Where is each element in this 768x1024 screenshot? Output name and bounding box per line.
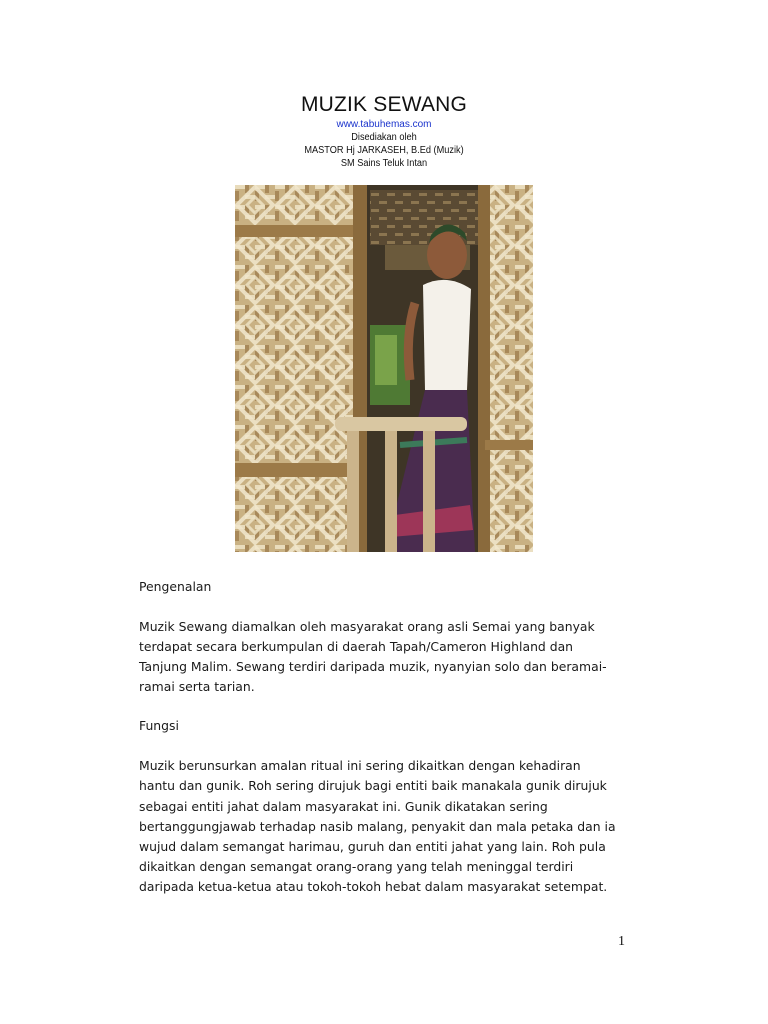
text-line: Muzik berunsurkan amalan ritual ini sering dikaitkan dengan kehadiran (139, 758, 581, 774)
text-line: wujud dalam semangat harimau, guruh dan entiti jahat yang lain. Roh pula (139, 838, 606, 854)
text-line: Tanjung Malim. Sewang terdiri daripada muzik, nyanyian solo dan beramai- (139, 659, 607, 675)
photo-illustration (235, 185, 533, 552)
paragraph-fungsi (139, 756, 629, 897)
page-number: 1 (618, 934, 625, 949)
text-line: sebagai entiti jahat dalam masyarakat ini. Gunik dikatakan sering (139, 798, 548, 814)
author-name: MASTOR Hj JARKASEH, B.Ed (Muzik) (304, 145, 464, 156)
section-heading-fungsi: Fungsi (139, 718, 179, 734)
text-line: terdapat secara berkumpulan di daerah Tapah/Cameron Highland dan (139, 639, 574, 655)
school-name: SM Sains Teluk Intan (340, 158, 428, 169)
document-body (139, 577, 629, 897)
text-line: daripada ketua-ketua atau tokoh-tokoh hebat dalam masyarakat setempat. (139, 878, 608, 894)
prepared-by-label: Disediakan oleh (351, 132, 417, 143)
paragraph-pengenalan (139, 617, 629, 697)
text-line: bertanggungjawab terhadap nasib malang, penyakit dan mala petaka dan ia (139, 818, 616, 834)
document-title: MUZIK SEWANG (300, 93, 468, 116)
text-line: dikaitkan dengan semangat orang-orang yang telah meninggal terdiri (139, 858, 574, 874)
text-line: Muzik Sewang diamalkan oleh masyarakat orang asli Semai yang banyak (139, 619, 595, 634)
text-line: ramai serta tarian. (139, 679, 255, 695)
section-heading-pengenalan: Pengenalan (139, 579, 212, 594)
website-link[interactable]: www.tabuhemas.com (336, 119, 432, 130)
text-line: hantu dan gunik. Roh sering dirujuk bagi entiti baik manakala gunik dirujuk (139, 778, 607, 794)
sewang-photo (235, 185, 533, 552)
document-header (0, 92, 768, 170)
